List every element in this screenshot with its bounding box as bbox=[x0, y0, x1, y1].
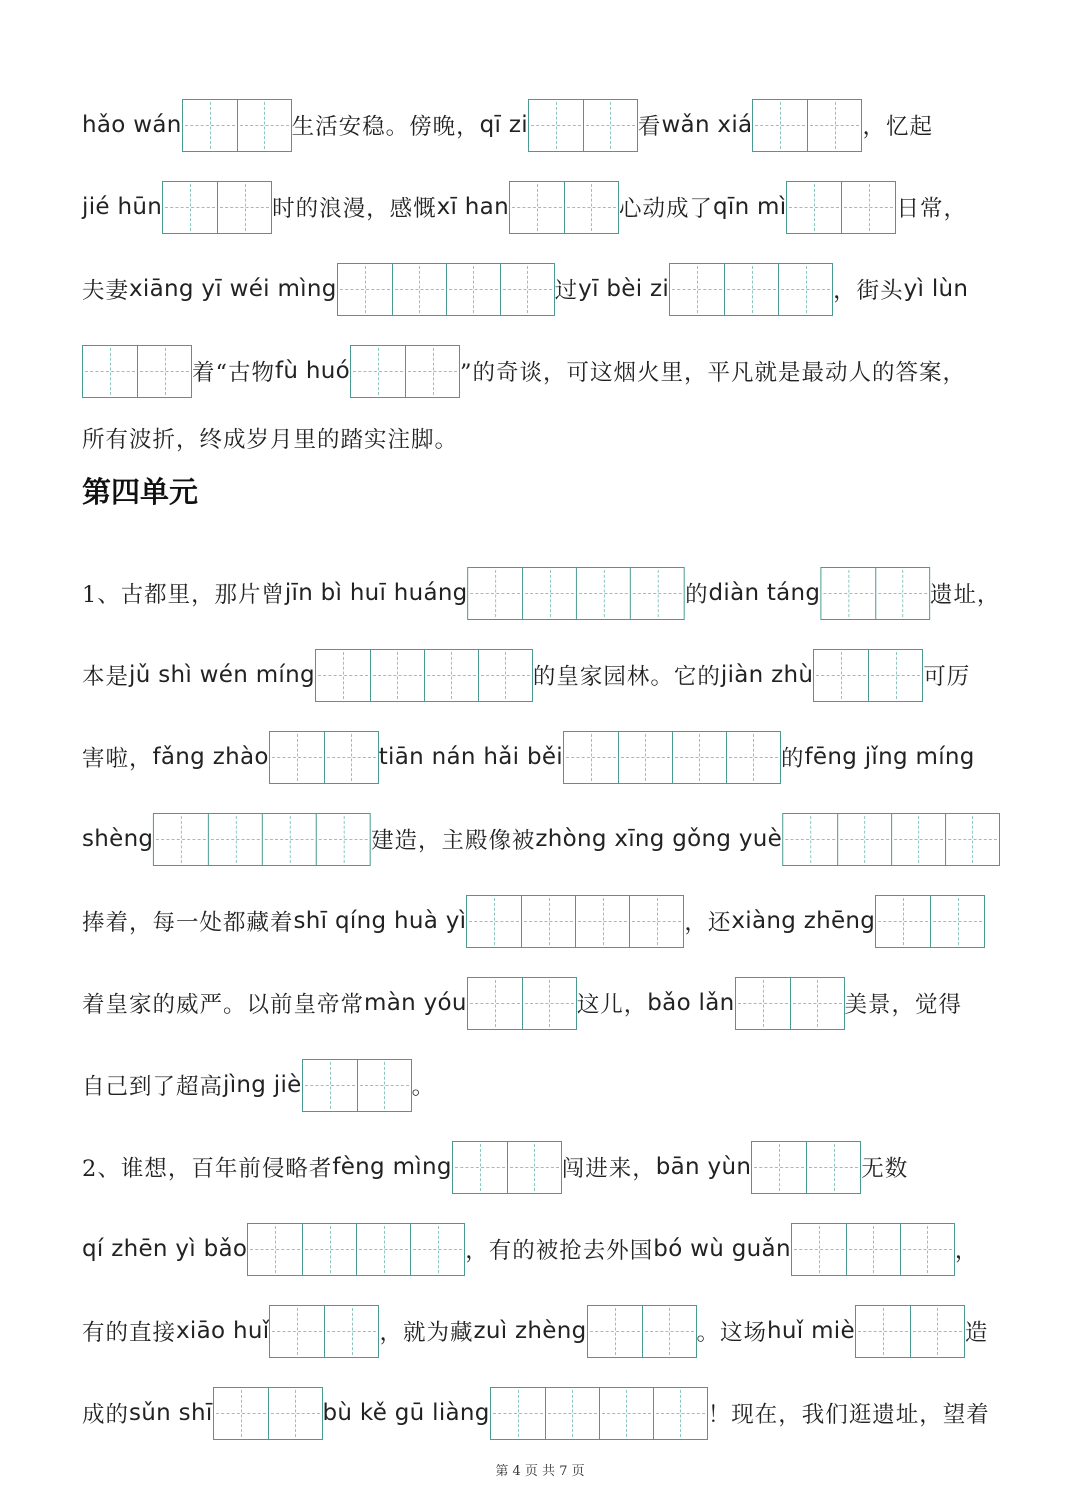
grid-cell[interactable] bbox=[510, 182, 564, 233]
grid-cell[interactable] bbox=[208, 814, 262, 865]
answer-grid[interactable] bbox=[669, 263, 833, 316]
grid-cell[interactable] bbox=[469, 568, 523, 619]
answer-grid[interactable] bbox=[466, 895, 684, 948]
grid-cell[interactable] bbox=[630, 568, 684, 619]
grid-cell[interactable] bbox=[724, 264, 778, 315]
grid-cell[interactable] bbox=[856, 1306, 910, 1357]
answer-grid[interactable] bbox=[855, 1305, 965, 1358]
chinese-text: 1、古都里，那片曾 bbox=[82, 582, 285, 608]
pinyin-text: qī zi bbox=[479, 112, 528, 138]
pinyin-text: xī han bbox=[436, 194, 509, 220]
chinese-text: 2、谁想，百年前侵略者 bbox=[82, 1156, 333, 1182]
answer-grid[interactable] bbox=[752, 99, 862, 152]
pinyin-text: jié hūn bbox=[82, 194, 163, 220]
grid-cell[interactable] bbox=[806, 1142, 860, 1193]
chinese-text: 心动成了 bbox=[618, 196, 713, 222]
chinese-text: ，还 bbox=[684, 910, 732, 936]
page-footer: 第 4 页 共 7 页 bbox=[495, 1464, 585, 1479]
answer-grid[interactable] bbox=[820, 567, 930, 620]
grid-cell[interactable] bbox=[900, 1224, 954, 1275]
grid-cell[interactable] bbox=[868, 650, 922, 701]
chinese-text: 建造，主殿像被 bbox=[371, 828, 536, 854]
answer-grid[interactable] bbox=[153, 813, 371, 866]
grid-cell[interactable] bbox=[237, 100, 291, 151]
chinese-text: 成的 bbox=[82, 1402, 130, 1428]
grid-cell[interactable] bbox=[324, 732, 378, 783]
chinese-text: 无数 bbox=[861, 1156, 909, 1182]
grid-cell[interactable] bbox=[453, 1142, 507, 1193]
grid-cell[interactable] bbox=[302, 1224, 356, 1275]
grid-cell[interactable] bbox=[370, 650, 424, 701]
pinyin-text: xiàng zhēng bbox=[731, 908, 876, 934]
grid-cell[interactable] bbox=[392, 264, 446, 315]
pinyin-text: sǔn shī bbox=[129, 1400, 213, 1426]
grid-cell[interactable] bbox=[778, 264, 832, 315]
grid-cell[interactable] bbox=[583, 100, 637, 151]
grid-cell[interactable] bbox=[564, 182, 618, 233]
pinyin-text: hǎo wán bbox=[82, 112, 182, 138]
answer-grid[interactable] bbox=[782, 813, 1000, 866]
chinese-text: ， bbox=[954, 1238, 979, 1264]
grid-cell[interactable] bbox=[599, 1388, 653, 1439]
chinese-text: 有的直接 bbox=[82, 1320, 177, 1346]
grid-cell[interactable] bbox=[575, 896, 629, 947]
grid-cell[interactable] bbox=[792, 1224, 846, 1275]
grid-cell[interactable] bbox=[163, 182, 217, 233]
text-line bbox=[82, 975, 962, 1031]
grid-cell[interactable] bbox=[214, 1388, 268, 1439]
pinyin-text: bó wù guǎn bbox=[653, 1236, 791, 1262]
chinese-text: 捧着，每一处都藏着 bbox=[82, 910, 294, 936]
grid-cell[interactable] bbox=[316, 650, 370, 701]
chinese-text: ”的奇谈，可这烟火里，平凡就是最动人的答案， bbox=[460, 360, 967, 386]
grid-cell[interactable] bbox=[930, 896, 984, 947]
grid-cell[interactable] bbox=[500, 264, 554, 315]
text-line bbox=[82, 97, 933, 153]
answer-grid[interactable] bbox=[269, 1305, 379, 1358]
chinese-text: ！现在，我们逛遗址，望着 bbox=[707, 1402, 990, 1428]
grid-cell[interactable] bbox=[338, 264, 392, 315]
answer-grid[interactable] bbox=[875, 895, 985, 948]
grid-cell[interactable] bbox=[521, 896, 575, 947]
grid-cell[interactable] bbox=[807, 100, 861, 151]
grid-cell[interactable] bbox=[736, 978, 790, 1029]
grid-cell[interactable] bbox=[467, 896, 521, 947]
grid-cell[interactable] bbox=[672, 732, 726, 783]
chinese-text: 生活安稳。傍晚， bbox=[291, 114, 480, 140]
chinese-text: 夫妻 bbox=[82, 278, 130, 304]
chinese-text: 过 bbox=[554, 278, 579, 304]
text-line bbox=[82, 179, 967, 235]
text-line bbox=[82, 1057, 435, 1113]
grid-cell[interactable] bbox=[478, 650, 532, 701]
grid-cell[interactable] bbox=[752, 1142, 806, 1193]
chinese-text: 美景，觉得 bbox=[844, 992, 963, 1018]
grid-cell[interactable] bbox=[491, 1388, 545, 1439]
pinyin-text: huǐ miè bbox=[767, 1318, 855, 1344]
answer-grid[interactable] bbox=[337, 263, 555, 316]
pinyin-text: shèng bbox=[82, 826, 154, 852]
pinyin-text: jīn bì huī huáng bbox=[284, 580, 468, 606]
grid-cell[interactable] bbox=[618, 732, 672, 783]
grid-cell[interactable] bbox=[468, 978, 522, 1029]
grid-cell[interactable] bbox=[507, 1142, 561, 1193]
pinyin-text: bù kě gū liàng bbox=[322, 1400, 490, 1426]
chinese-text: 自己到了超高 bbox=[82, 1074, 224, 1100]
grid-cell[interactable] bbox=[891, 814, 945, 865]
answer-grid[interactable] bbox=[786, 181, 896, 234]
text-line bbox=[82, 647, 970, 703]
grid-cell[interactable] bbox=[522, 978, 576, 1029]
chinese-text: 着“古物 bbox=[192, 360, 276, 386]
answer-grid[interactable] bbox=[528, 99, 638, 152]
pinyin-text: yī bèi zi bbox=[578, 276, 670, 302]
text-line bbox=[82, 1385, 990, 1441]
answer-grid[interactable] bbox=[735, 977, 845, 1030]
grid-cell[interactable] bbox=[783, 814, 837, 865]
text-line bbox=[82, 811, 1000, 867]
grid-cell[interactable] bbox=[357, 1060, 411, 1111]
pinyin-text: wǎn xiá bbox=[661, 112, 753, 138]
pinyin-text: tiān nán hǎi běi bbox=[378, 744, 563, 770]
answer-grid[interactable] bbox=[213, 1387, 323, 1440]
chinese-text: 所有波折，终成岁月里的踏实注脚。 bbox=[82, 427, 459, 453]
grid-cell[interactable] bbox=[545, 1388, 599, 1439]
pinyin-text: diàn táng bbox=[708, 580, 821, 606]
grid-cell[interactable] bbox=[790, 978, 844, 1029]
pinyin-text: shī qíng huà yì bbox=[293, 908, 467, 934]
grid-cell[interactable] bbox=[324, 1306, 378, 1357]
pinyin-text: qīn mì bbox=[712, 194, 787, 220]
chinese-text: 害啦， bbox=[82, 746, 153, 772]
answer-grid[interactable] bbox=[315, 649, 533, 702]
answer-grid[interactable] bbox=[490, 1387, 708, 1440]
grid-cell[interactable] bbox=[876, 896, 930, 947]
chinese-text: 的 bbox=[685, 582, 709, 608]
grid-cell[interactable] bbox=[316, 814, 370, 865]
grid-cell[interactable] bbox=[576, 568, 630, 619]
text-line bbox=[82, 1303, 988, 1359]
pinyin-text: qí zhēn yì bǎo bbox=[82, 1236, 248, 1262]
answer-grid[interactable] bbox=[791, 1223, 955, 1276]
grid-cell[interactable] bbox=[137, 346, 191, 397]
chinese-text: 。 bbox=[411, 1074, 436, 1100]
grid-cell[interactable] bbox=[642, 1306, 696, 1357]
chinese-text: 时的浪漫，感慨 bbox=[272, 196, 437, 222]
grid-cell[interactable] bbox=[837, 814, 891, 865]
answer-grid[interactable] bbox=[468, 567, 686, 620]
chinese-text: 可厉 bbox=[923, 664, 971, 690]
chinese-text: 。这场 bbox=[696, 1320, 768, 1346]
answer-grid[interactable] bbox=[247, 1223, 465, 1276]
answer-grid[interactable] bbox=[452, 1141, 562, 1194]
answer-grid[interactable] bbox=[302, 1059, 412, 1112]
grid-cell[interactable] bbox=[846, 1224, 900, 1275]
chinese-text: ，街头 bbox=[833, 278, 904, 304]
grid-cell[interactable] bbox=[405, 346, 459, 397]
text-line bbox=[82, 343, 966, 399]
grid-cell[interactable] bbox=[670, 264, 724, 315]
answer-grid[interactable] bbox=[269, 731, 379, 784]
answer-grid[interactable] bbox=[182, 99, 292, 152]
grid-cell[interactable] bbox=[268, 1388, 322, 1439]
pinyin-text: xiāo huǐ bbox=[176, 1318, 270, 1344]
grid-cell[interactable] bbox=[629, 896, 683, 947]
grid-cell[interactable] bbox=[217, 182, 271, 233]
grid-cell[interactable] bbox=[821, 568, 875, 619]
answer-grid[interactable] bbox=[813, 649, 923, 702]
section-heading: 第四单元 bbox=[82, 475, 199, 509]
chinese-text: 这儿， bbox=[576, 992, 648, 1018]
chinese-text: 着皇家的威严。以前皇帝常 bbox=[82, 992, 365, 1018]
grid-cell[interactable] bbox=[726, 732, 780, 783]
pinyin-text: zuì zhèng bbox=[473, 1318, 587, 1344]
chinese-text: 本是 bbox=[82, 664, 130, 690]
pinyin-text: jìng jiè bbox=[223, 1072, 302, 1098]
pinyin-text: jǔ shì wén míng bbox=[129, 662, 315, 688]
grid-cell[interactable] bbox=[424, 650, 478, 701]
grid-cell[interactable] bbox=[154, 814, 208, 865]
text-line bbox=[82, 261, 968, 317]
grid-cell[interactable] bbox=[564, 732, 618, 783]
chinese-text: 的 bbox=[780, 746, 805, 772]
grid-cell[interactable] bbox=[262, 814, 316, 865]
grid-cell[interactable] bbox=[410, 1224, 464, 1275]
grid-cell[interactable] bbox=[303, 1060, 357, 1111]
grid-cell[interactable] bbox=[248, 1224, 302, 1275]
grid-cell[interactable] bbox=[522, 568, 576, 619]
pinyin-text: fèng mìng bbox=[332, 1154, 452, 1180]
grid-cell[interactable] bbox=[945, 814, 999, 865]
pinyin-text: fù huó bbox=[275, 358, 351, 384]
pinyin-text: bān yùn bbox=[655, 1154, 752, 1180]
text-line bbox=[82, 893, 985, 949]
grid-cell[interactable] bbox=[753, 100, 807, 151]
answer-grid[interactable] bbox=[509, 181, 619, 234]
grid-cell[interactable] bbox=[356, 1224, 410, 1275]
grid-cell[interactable] bbox=[270, 1306, 324, 1357]
grid-cell[interactable] bbox=[910, 1306, 964, 1357]
pinyin-text: zhòng xīng gǒng yuè bbox=[535, 826, 783, 852]
chinese-text: 造 bbox=[964, 1320, 989, 1346]
grid-cell[interactable] bbox=[183, 100, 237, 151]
grid-cell[interactable] bbox=[83, 346, 137, 397]
pinyin-text: màn yóu bbox=[364, 990, 467, 1016]
chinese-text: 闯进来， bbox=[561, 1156, 656, 1182]
text-line bbox=[82, 410, 458, 466]
pinyin-text: bǎo lǎn bbox=[647, 990, 735, 1016]
grid-cell[interactable] bbox=[529, 100, 583, 151]
chinese-text: 遗址， bbox=[930, 582, 1001, 608]
text-line bbox=[82, 1221, 978, 1277]
grid-cell[interactable] bbox=[270, 732, 324, 783]
grid-cell[interactable] bbox=[787, 182, 841, 233]
grid-cell[interactable] bbox=[588, 1306, 642, 1357]
grid-cell[interactable] bbox=[875, 568, 929, 619]
text-line bbox=[82, 729, 975, 785]
chinese-text: 日常， bbox=[896, 196, 967, 222]
chinese-text: ，有的被抢去外国 bbox=[465, 1238, 654, 1264]
chinese-text: ，就为藏 bbox=[379, 1320, 474, 1346]
answer-grid[interactable] bbox=[751, 1141, 861, 1194]
pinyin-text: fēng jǐng míng bbox=[804, 744, 975, 770]
grid-cell[interactable] bbox=[446, 264, 500, 315]
text-line bbox=[82, 1139, 908, 1195]
answer-grid[interactable] bbox=[82, 345, 192, 398]
text-line bbox=[82, 565, 1000, 621]
pinyin-text: jiàn zhù bbox=[720, 662, 814, 688]
pinyin-text: xiāng yī wéi mìng bbox=[129, 276, 337, 302]
answer-grid[interactable] bbox=[162, 181, 272, 234]
chinese-text: ，忆起 bbox=[862, 114, 933, 140]
answer-grid[interactable] bbox=[587, 1305, 697, 1358]
answer-grid[interactable] bbox=[563, 731, 781, 784]
grid-cell[interactable] bbox=[351, 346, 405, 397]
chinese-text: 的皇家园林。它的 bbox=[532, 664, 721, 690]
answer-grid[interactable] bbox=[350, 345, 460, 398]
pinyin-text: yì lùn bbox=[903, 276, 969, 302]
grid-cell[interactable] bbox=[841, 182, 895, 233]
chinese-text: 看 bbox=[637, 114, 662, 140]
pinyin-text: fǎng zhào bbox=[152, 744, 269, 770]
answer-grid[interactable] bbox=[467, 977, 577, 1030]
grid-cell[interactable] bbox=[814, 650, 868, 701]
grid-cell[interactable] bbox=[653, 1388, 707, 1439]
